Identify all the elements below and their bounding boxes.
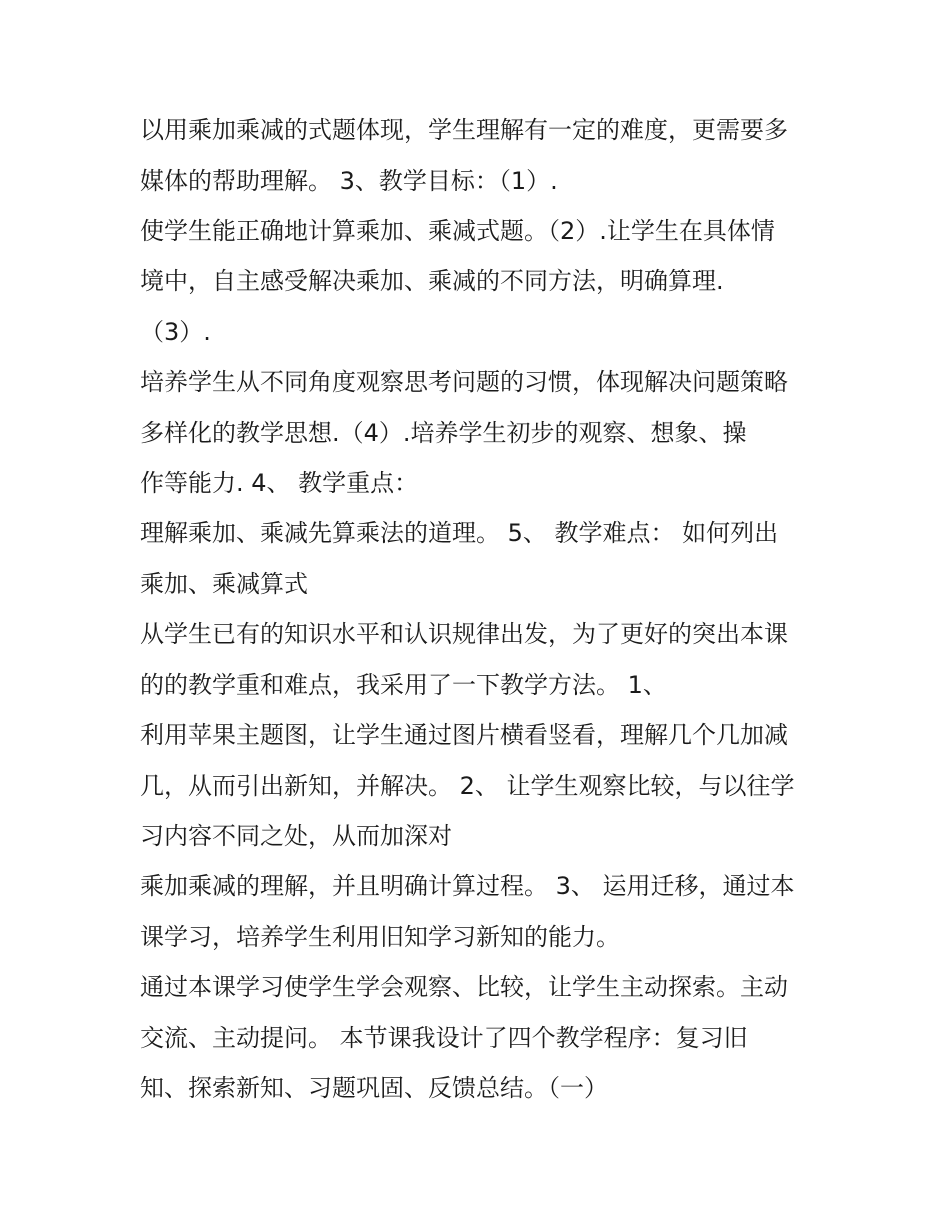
text-line: 以用乘加乘减的式题体现，学生理解有一定的难度，更需要多 xyxy=(140,116,788,144)
text-line: 交流、主动提问。 本节课我设计了四个教学程序：复习旧 xyxy=(140,1024,748,1052)
text-line: 课学习，培养学生利用旧知学习新知的能力。 xyxy=(140,923,620,951)
text-line: 习内容不同之处，从而加深对 xyxy=(140,822,452,850)
text-line: 利用苹果主题图，让学生通过图片横看竖看，理解几个几加减 xyxy=(140,721,788,749)
text-line: 培养学生从不同角度观察思考问题的习惯，体现解决问题策略 xyxy=(140,368,788,396)
text-line: 乘加、乘减算式 xyxy=(140,570,308,598)
text-line: （3）. xyxy=(140,318,211,346)
text-line: 的的教学重和难点，我采用了一下教学方法。 1、 xyxy=(140,671,667,699)
text-line: 理解乘加、乘减先算乘法的道理。 5、 教学难点： 如何列出 xyxy=(140,519,779,547)
text-line: 多样化的教学思想.（4）.培养学生初步的观察、想象、操 xyxy=(140,419,747,447)
text-line: 境中，自主感受解决乘加、乘减的不同方法，明确算理. xyxy=(140,267,724,295)
text-line: 通过本课学习使学生学会观察、比较，让学生主动探索。主动 xyxy=(140,973,788,1001)
text-line: 知、探索新知、习题巩固、反馈总结。（一） xyxy=(140,1074,608,1102)
text-line: 从学生已有的知识水平和认识规律出发，为了更好的突出本课 xyxy=(140,620,788,648)
text-line: 几，从而引出新知，并解决。 2、 让学生观察比较，与以往学 xyxy=(140,772,795,800)
text-line: 使学生能正确地计算乘加、乘减式题。（2）.让学生在具体情 xyxy=(140,217,775,245)
text-line: 乘加乘减的理解，并且明确计算过程。 3、 运用迁移，通过本 xyxy=(140,872,795,900)
text-line: 作等能力. 4、 教学重点： xyxy=(140,469,419,497)
text-line: 媒体的帮助理解。 3、教学目标：（1）. xyxy=(140,167,558,195)
